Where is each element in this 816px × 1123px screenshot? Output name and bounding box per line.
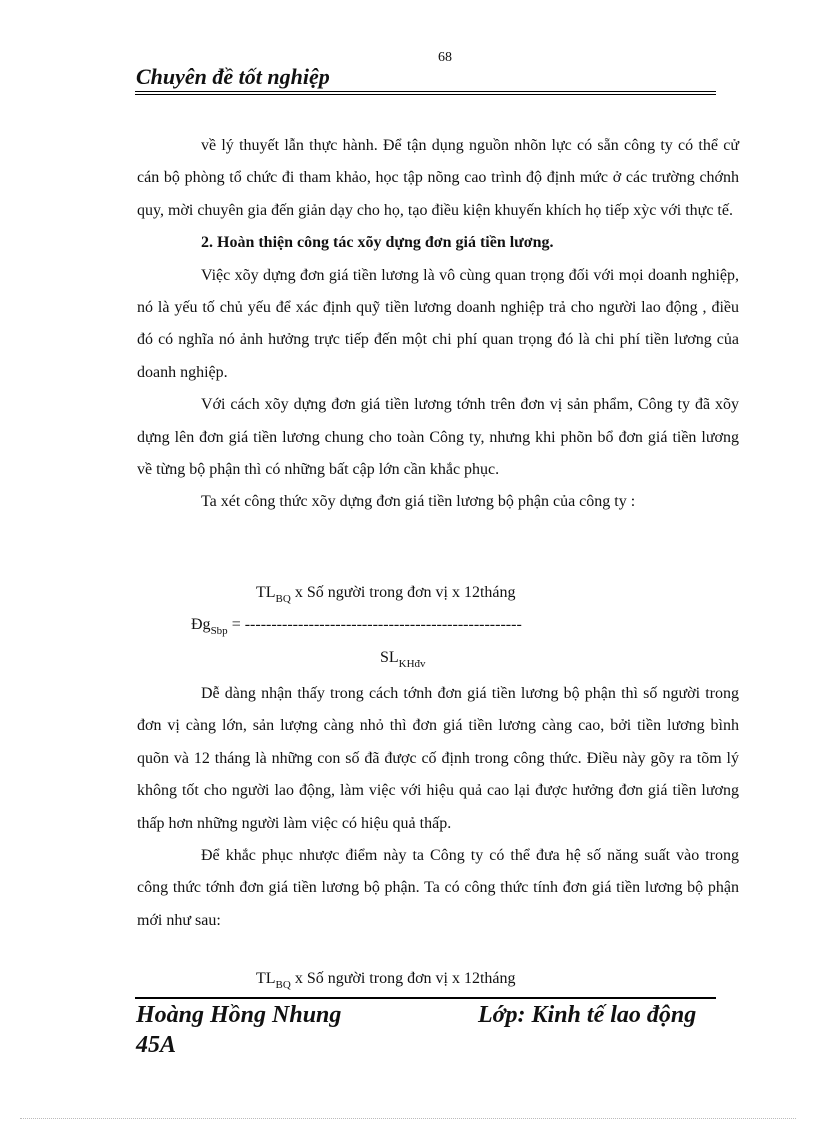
page-number: 68 bbox=[438, 50, 452, 65]
paragraph-5: Dễ dàng nhận thấy trong cách tớnh đơn giá tiền lương bộ phận thì số người trong đơn vị càng lớn, sản lượng càng nhỏ thì đơn giá tiền lương càng cao, bởi tiền lương bình quõn và 12 tháng là những con số đã được cố định trong công thức. Điều này gõy ra tõm lý không tốt cho người lao động, làm việc với hiệu quả cao lại được hưởng đơn giá tiền lương thấp hơn những người làm việc có hiệu quả thấp. bbox=[137, 685, 739, 832]
class-number: 45A bbox=[136, 1032, 177, 1058]
page-bottom-border bbox=[20, 1118, 796, 1119]
paragraph-1: về lý thuyết lẫn thực hành. Để tận dụng nguồn nhõn lực có sẵn công ty có thể cử cán bộ phòng tổ chức đi tham khảo, học tập nõng cao trình độ định mức ở các trường chớnh quy, mời chuyên gia đến giản dạy cho họ, tạo điều kiện khuyến khích họ tiếp xỳc với thực tế. bbox=[137, 137, 739, 219]
author-name: Hoàng Hồng Nhung bbox=[136, 1002, 342, 1028]
paragraph-6: Để khắc phục nhược điểm này ta Công ty có thể đưa hệ số năng suất vào trong công thức tớnh đơn giá tiền lương bộ phận. Ta có công thức tính đơn giá tiền lương bộ phận mới như sau: bbox=[137, 847, 739, 929]
footer-divider bbox=[135, 997, 716, 999]
paragraph-4: Ta xét công thức xõy dựng đơn giá tiền lương bộ phận của công ty : bbox=[201, 493, 636, 511]
body-text-block-2 bbox=[137, 678, 739, 937]
footer-author bbox=[136, 1000, 341, 1060]
formula1-denominator: $SL_{KHđv}$ bbox=[380, 649, 426, 670]
paragraph-3: Với cách xõy dựng đơn giá tiền lương tớnh trên đơn vị sản phẩm, Công ty đã xõy dựng lên đơn giá tiền lương chung cho toàn Công ty, nhưng khi phõn bổ đơn giá tiền lương về từng bộ phận thì có những bất cập lớn cần khắc phục. bbox=[137, 396, 739, 479]
paragraph-2: Việc xõy dựng đơn giá tiền lương là vô cùng quan trọng đối với mọi doanh nghiệp, nó là yếu tố chủ yếu để xác định quỹ tiền lương doanh nghiệp trả cho người lao động , điều đó có nghĩa nó ảnh hưởng trực tiếp đến một chi phí quan trọng đó là chi phí tiền lương của doanh nghiệp. bbox=[137, 266, 739, 381]
formula2-numerator: $TL_{BQ}$ x Số người trong đơn vị x 12tháng bbox=[256, 970, 516, 991]
formula1-fraction-line: $Đg_{Sbp}$ = ---------------------------------------------------- bbox=[191, 616, 522, 637]
header-divider bbox=[135, 91, 716, 95]
formula1-numerator: $TL_{BQ}$ x Số người trong đơn vị x 12tháng bbox=[256, 584, 516, 605]
header-title: Chuyên đề tốt nghiệp bbox=[136, 64, 330, 89]
section-heading: 2. Hoàn thiện công tác xõy dựng đơn giá tiền lương. bbox=[201, 234, 554, 252]
footer-class: Lớp: Kinh tế lao động bbox=[478, 1002, 697, 1028]
body-text-block bbox=[137, 130, 739, 519]
